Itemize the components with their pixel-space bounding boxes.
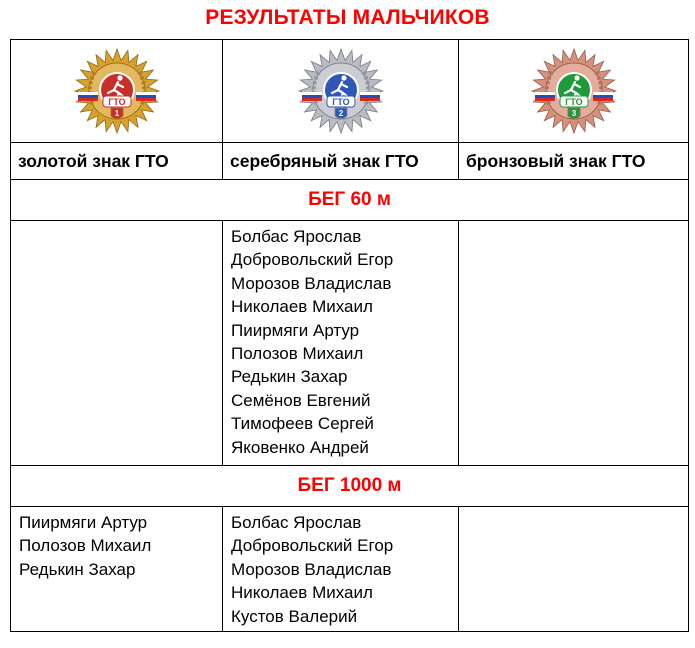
- participant-name: Добровольский Егор: [231, 250, 394, 270]
- silver-names-1000m: [223, 507, 459, 632]
- participant-name: Николаев Михаил: [231, 583, 373, 603]
- participant-name: Добровольский Егор: [231, 536, 394, 556]
- badge-row: [11, 40, 689, 143]
- participant-name: Морозов Владислав: [231, 273, 392, 293]
- gold-names-60m: [11, 221, 223, 466]
- gold-column-header: золотой знак ГТО: [11, 143, 223, 180]
- participant-name: Редькин Захар: [231, 367, 348, 387]
- svg-text:3: 3: [571, 109, 576, 118]
- section-header-row: [11, 180, 689, 221]
- participant-name: Семёнов Евгений: [231, 390, 371, 410]
- svg-text:2: 2: [338, 109, 343, 118]
- svg-text:ГТО: ГТО: [331, 96, 350, 107]
- section-header-row: [11, 466, 689, 507]
- section-title-1000m: БЕГ 1000 м: [11, 466, 689, 507]
- results-row-60m: [11, 221, 689, 466]
- participant-name: Морозов Владислав: [231, 559, 392, 579]
- gold-names-1000m: [11, 507, 223, 632]
- silver-badge-cell: [223, 40, 459, 143]
- participant-name: Кустов Валерий: [231, 606, 358, 626]
- silver-names-60m: [223, 221, 459, 466]
- section-title-60m: БЕГ 60 м: [11, 180, 689, 221]
- bronze-column-header: бронзовый знак ГТО: [459, 143, 689, 180]
- page-title: РЕЗУЛЬТАТЫ МАЛЬЧИКОВ: [205, 6, 490, 29]
- gold-badge-icon: [72, 46, 162, 136]
- results-row-1000m: [11, 507, 689, 632]
- participant-name: Болбас Ярослав: [231, 227, 362, 246]
- participant-name: Николаев Михаил: [231, 297, 373, 317]
- svg-text:ГТО: ГТО: [564, 96, 583, 107]
- bronze-names-1000m: [459, 507, 689, 632]
- svg-text:ГТО: ГТО: [107, 96, 126, 107]
- svg-text:1: 1: [114, 109, 119, 118]
- bronze-names-60m: [459, 221, 689, 466]
- participant-name: Болбас Ярослав: [231, 513, 362, 532]
- participant-name: Полозов Михаил: [231, 344, 364, 364]
- silver-badge-icon: [296, 46, 386, 136]
- results-table: [10, 39, 689, 632]
- participant-name: Редькин Захар: [19, 559, 136, 579]
- silver-column-header: серебряный знак ГТО: [223, 143, 459, 180]
- participant-name: Пиирмяги Артур: [19, 513, 148, 532]
- participant-name: Яковенко Андрей: [231, 437, 369, 457]
- participant-name: Пиирмяги Артур: [231, 320, 360, 340]
- bronze-badge-icon: [529, 46, 619, 136]
- participant-name: Тимофеев Сергей: [231, 414, 374, 434]
- column-header-row: [11, 143, 689, 180]
- gold-badge-cell: [11, 40, 223, 143]
- bronze-badge-cell: [459, 40, 689, 143]
- participant-name: Полозов Михаил: [19, 536, 152, 556]
